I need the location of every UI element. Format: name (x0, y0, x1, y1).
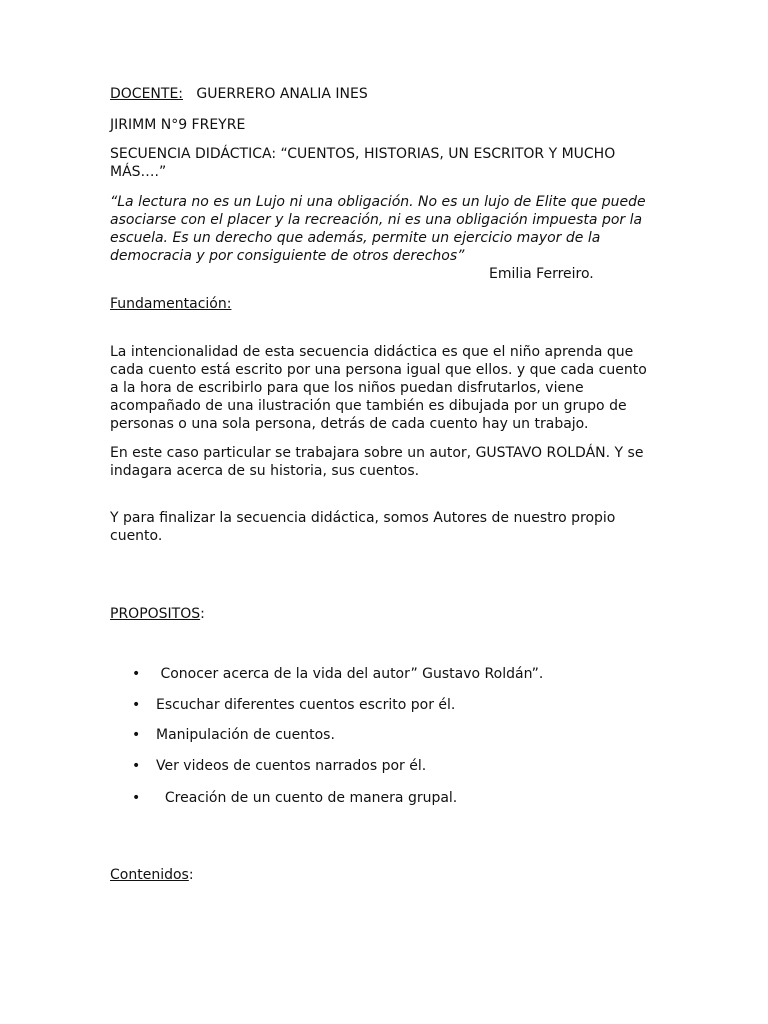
docente-name: GUERRERO ANALIA INES (196, 86, 368, 102)
fundamentacion-p2-line2: indagara acerca de su historia, sus cuentos. (110, 463, 420, 479)
fundamentacion-p2-line1: En este caso particular se trabajara sobre un autor, GUSTAVO ROLDÁN. Y se (110, 445, 644, 461)
contenidos-heading-colon: : (188, 867, 194, 883)
fundamentacion-p1-line2: cada cuento está escrito por una persona igual que ellos. y que cada cuento (110, 362, 647, 378)
proposito-item-5: Creación de un cuento de manera grupal. (156, 790, 458, 806)
proposito-item-3: Manipulación de cuentos. (156, 727, 335, 743)
bullet-icon: • (132, 727, 141, 743)
bullet-icon: • (132, 666, 141, 682)
fundamentacion-p3-line2: cuento. (110, 528, 163, 544)
docente-label: DOCENTE: (110, 86, 184, 102)
proposito-item-1: Conocer acerca de la vida del autor” Gustavo Roldán”. (156, 666, 544, 682)
bullet-icon: • (132, 790, 141, 806)
secuencia-title-line2: MÁS….” (110, 164, 167, 180)
fundamentacion-p1-line5: personas o una sola persona, detrás de cada cuento hay un trabajo. (110, 416, 589, 432)
quote-line1: “La lectura no es un Lujo ni una obligación. No es un lujo de Elite que puede (110, 194, 646, 210)
contenidos-heading (110, 866, 194, 884)
secuencia-title-line1: SECUENCIA DIDÁCTICA: “CUENTOS, HISTORIAS, UN ESCRITOR Y MUCHO (110, 146, 616, 162)
contenidos-heading-text: Contenidos (110, 867, 189, 883)
quote-line3: escuela. Es un derecho que además, permite un ejercicio mayor de la (110, 230, 601, 246)
propositos-heading (110, 605, 205, 623)
bullet-icon: • (132, 697, 141, 713)
fundamentacion-p1-line3: a la hora de escribirlo para que los niños puedan disfrutarlos, viene (110, 380, 584, 396)
fundamentacion-p1-line1: La intencionalidad de esta secuencia didáctica es que el niño aprenda que (110, 344, 634, 360)
quote-author: Emilia Ferreiro. (489, 266, 594, 282)
docente-line (110, 85, 368, 103)
fundamentacion-heading: Fundamentación: (110, 296, 232, 312)
fundamentacion-p1-line4: acompañado de una ilustración que también es dibujada por un grupo de (110, 398, 627, 414)
propositos-heading-colon: : (200, 606, 205, 622)
proposito-item-4: Ver videos de cuentos narrados por él. (156, 758, 427, 774)
quote-line4: democracia y por consiguiente de otros derechos” (110, 248, 465, 264)
fundamentacion-p3-line1: Y para finalizar la secuencia didáctica, somos Autores de nuestro propio (110, 510, 616, 526)
proposito-item-2: Escuchar diferentes cuentos escrito por él. (156, 697, 456, 713)
school-line: JIRIMM N°9 FREYRE (110, 117, 246, 133)
bullet-icon: • (132, 758, 141, 774)
propositos-heading-text: PROPOSITOS (110, 606, 201, 622)
quote-line2: asociarse con el placer y la recreación, ni es una obligación impuesta por la (110, 212, 643, 228)
